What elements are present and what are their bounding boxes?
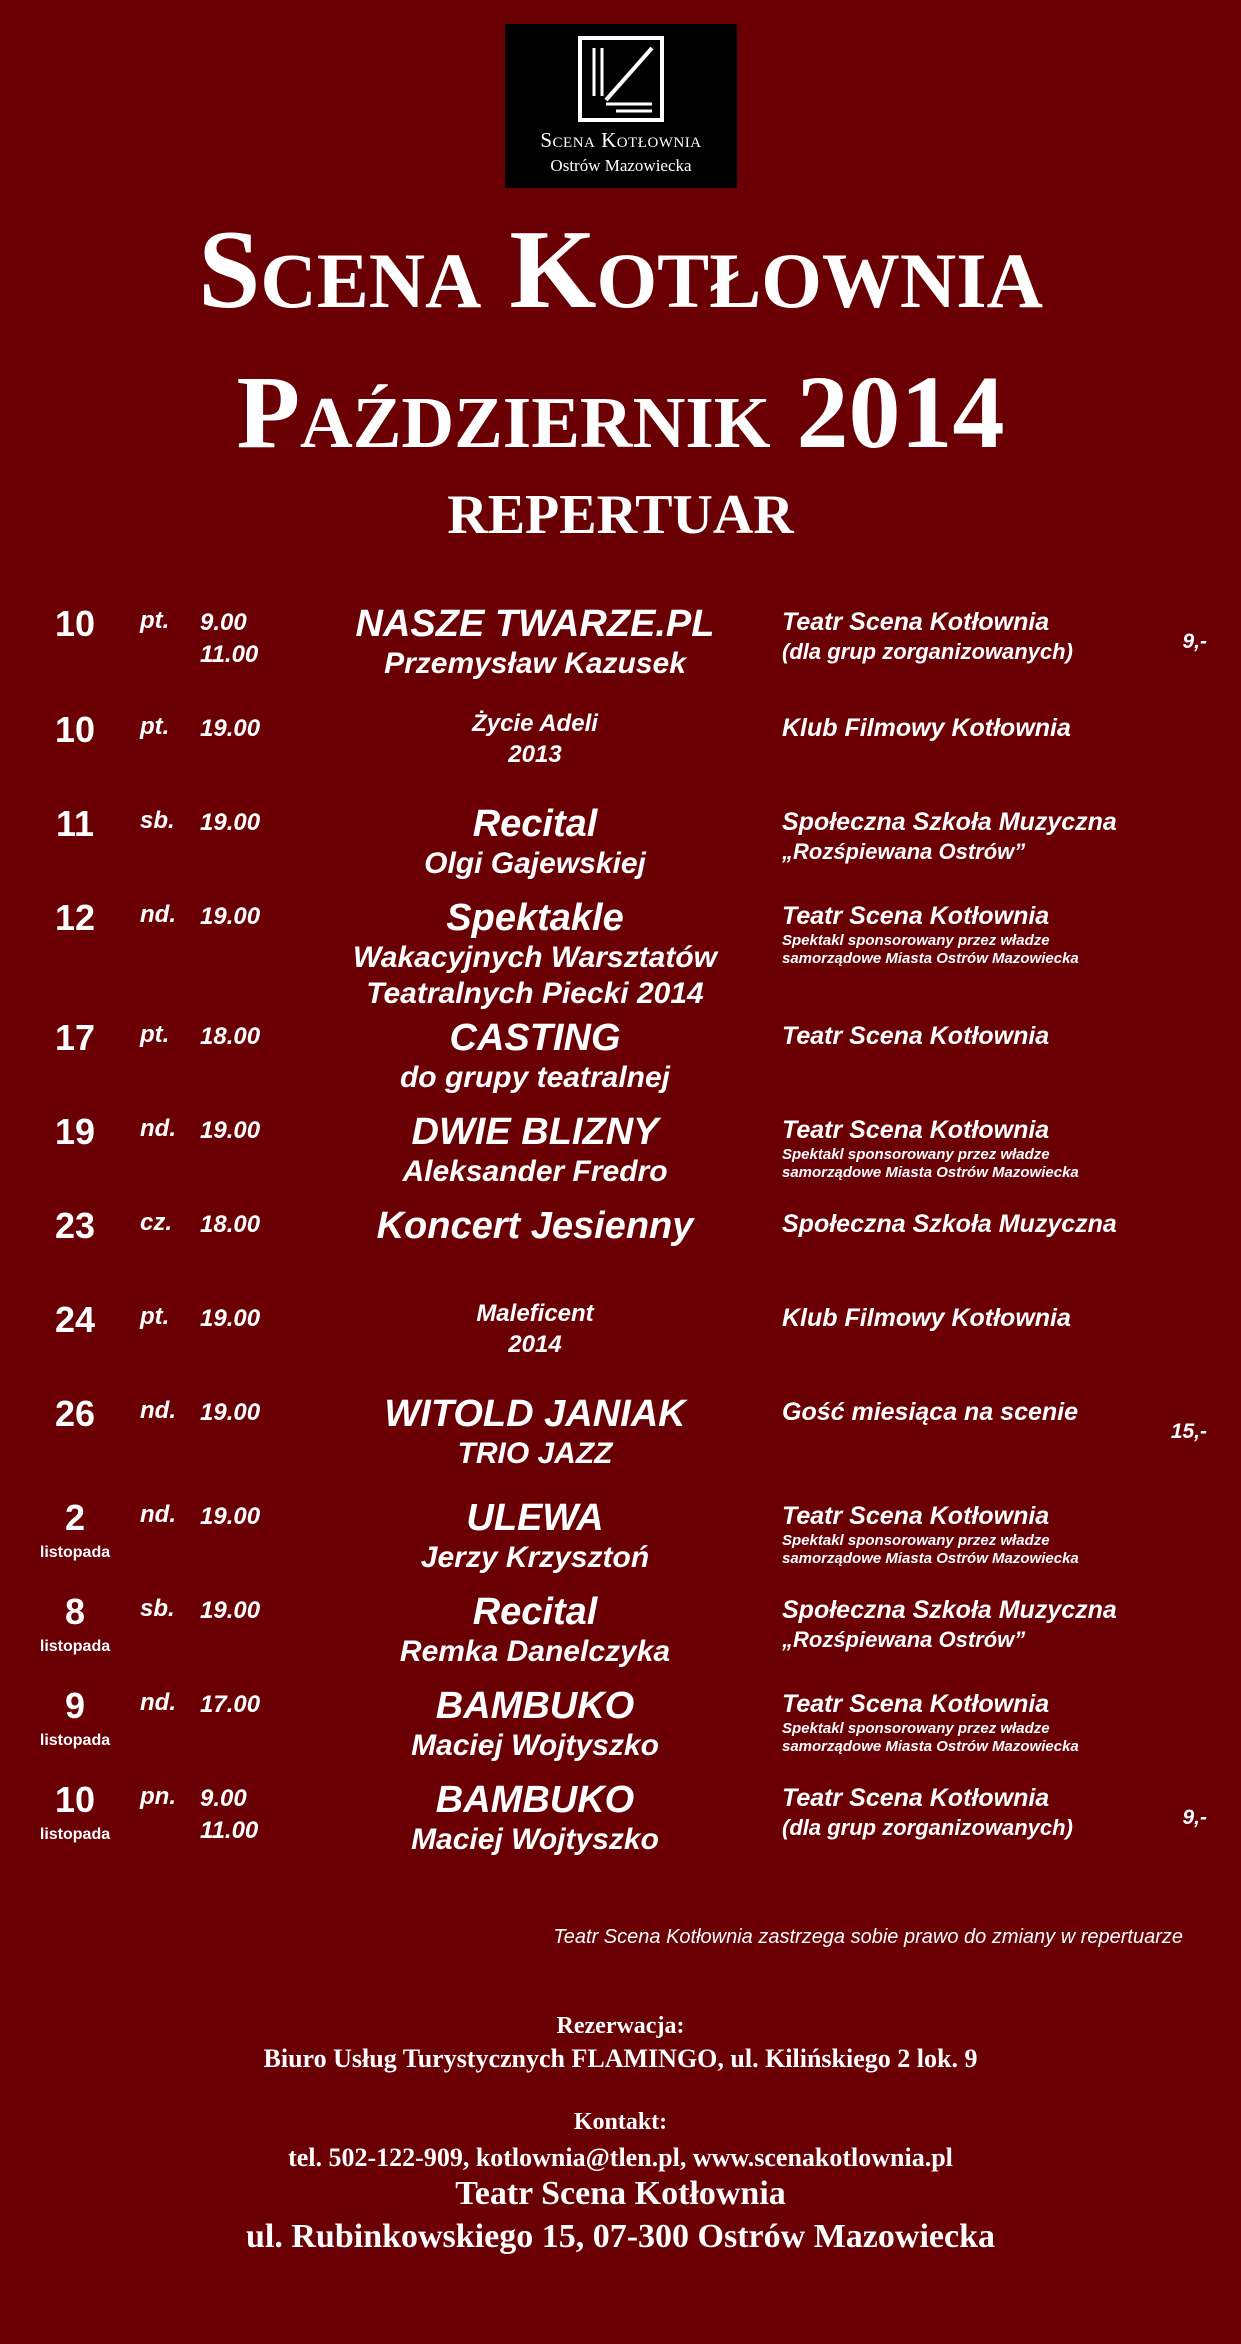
event-title: ULEWA: [466, 1497, 604, 1539]
event-row: [0, 896, 1241, 1010]
event-venue-block: [782, 1501, 1192, 1568]
page-subtitle-month: Październik 2014: [236, 355, 1005, 470]
event-venue: Gość miesiąca na scenie: [782, 1398, 1079, 1426]
event-time: [200, 901, 260, 933]
event-row: [0, 1204, 1241, 1294]
event-time: [200, 713, 260, 745]
event-time-1: 19.00: [200, 1503, 261, 1530]
event-weekday: pt.: [140, 1021, 170, 1048]
event-time: [200, 1115, 260, 1147]
event-time: [200, 1397, 260, 1429]
event-time: [200, 1501, 260, 1533]
event-month: listopada: [39, 1638, 111, 1655]
event-venue: Klub Filmowy Kotłownia: [782, 714, 1071, 742]
event-title: Życie Adeli: [472, 710, 598, 737]
event-day: 10: [54, 603, 96, 644]
event-venue-note: „Rozśpiewana Ostrów”: [782, 839, 1026, 864]
event-title: Spektakle: [446, 897, 624, 939]
event-subtitle-2: Teatralnych Piecki 2014: [366, 977, 704, 1010]
event-sponsor-note-2: samorządowe Miasta Ostrów Mazowiecka: [782, 950, 1079, 967]
logo: [505, 24, 737, 188]
event-day: 9: [64, 1685, 86, 1726]
event-weekday: pt.: [140, 607, 170, 634]
event-row: [0, 602, 1241, 692]
logo-city: Ostrów Mazowiecka: [550, 156, 692, 175]
event-time-1: 9.00: [200, 1785, 247, 1812]
event-venue-block: [782, 901, 1192, 968]
event-sponsor-note-2: samorządowe Miasta Ostrów Mazowiecka: [782, 1738, 1079, 1755]
event-title-block: [305, 1016, 765, 1096]
event-venue: Społeczna Szkoła Muzyczna: [782, 1596, 1117, 1624]
event-subtitle: TRIO JAZZ: [457, 1437, 613, 1470]
event-sponsor-note-2: samorządowe Miasta Ostrów Mazowiecka: [782, 1550, 1079, 1567]
event-weekday: nd.: [140, 901, 176, 928]
event-subtitle: Jerzy Krzysztoń: [420, 1541, 650, 1574]
event-title-block: [305, 1392, 765, 1472]
event-subtitle: 2013: [508, 741, 562, 768]
event-month: listopada: [39, 1544, 111, 1561]
event-row: [0, 1298, 1241, 1388]
event-venue: Teatr Scena Kotłownia: [782, 1690, 1050, 1718]
event-venue-note: (dla grup zorganizowanych): [782, 1815, 1073, 1840]
event-title-block: [305, 602, 765, 682]
event-title: Maleficent: [476, 1300, 594, 1327]
event-weekday: pt.: [140, 713, 170, 740]
event-sponsor-note-1: Spektakl sponsorowany przez władze: [782, 1720, 1050, 1737]
event-time-2: 11.00: [200, 641, 259, 668]
event-subtitle: 2014: [508, 1331, 562, 1358]
event-subtitle: Aleksander Fredro: [402, 1155, 668, 1188]
event-title-block: [305, 1684, 765, 1764]
event-title: WITOLD JANIAK: [384, 1393, 686, 1435]
event-day: 23: [54, 1205, 96, 1246]
event-row: [0, 708, 1241, 798]
event-price: 15,-: [1170, 1420, 1207, 1443]
event-weekday: nd.: [140, 1115, 176, 1142]
event-title: Koncert Jesienny: [376, 1205, 694, 1247]
event-venue: Teatr Scena Kotłownia: [782, 902, 1050, 930]
event-venue-note: „Rozśpiewana Ostrów”: [782, 1627, 1026, 1652]
event-venue-block: [782, 1115, 1192, 1182]
event-venue-block: [782, 607, 1192, 666]
event-title: DWIE BLIZNY: [411, 1111, 659, 1153]
event-month: listopada: [39, 1732, 111, 1749]
event-sponsor-note-1: Spektakl sponsorowany przez władze: [782, 1146, 1050, 1163]
event-venue: Społeczna Szkoła Muzyczna: [782, 808, 1117, 836]
event-weekday: nd.: [140, 1501, 176, 1528]
event-weekday: nd.: [140, 1689, 176, 1716]
event-venue-block: [782, 1397, 1192, 1428]
event-time-1: 19.00: [200, 1597, 261, 1624]
event-weekday: sb.: [140, 1595, 175, 1622]
reservation-label: Rezerwacja:: [556, 2013, 685, 2039]
event-venue-block: [782, 1021, 1192, 1052]
event-subtitle: do grupy teatralnej: [399, 1061, 671, 1094]
event-row: [0, 1110, 1241, 1200]
event-venue: Klub Filmowy Kotłownia: [782, 1304, 1071, 1332]
event-weekday: cz.: [140, 1209, 173, 1236]
event-venue-block: [782, 713, 1192, 744]
event-venue: Teatr Scena Kotłownia: [782, 1784, 1050, 1812]
event-day: 12: [54, 897, 96, 938]
event-weekday: sb.: [140, 807, 175, 834]
event-title: CASTING: [449, 1017, 621, 1059]
event-venue: Społeczna Szkoła Muzyczna: [782, 1210, 1117, 1238]
event-title-block: [305, 1204, 765, 1248]
event-time-1: 19.00: [200, 715, 261, 742]
event-sponsor-note-2: samorządowe Miasta Ostrów Mazowiecka: [782, 1164, 1079, 1181]
event-venue-block: [782, 807, 1192, 866]
event-title-block: [305, 1110, 765, 1190]
event-title: BAMBUKO: [435, 1779, 635, 1821]
event-time-1: 18.00: [200, 1023, 261, 1050]
event-venue: Teatr Scena Kotłownia: [782, 608, 1050, 636]
event-venue-block: [782, 1303, 1192, 1334]
event-subtitle: Remka Danelczyka: [399, 1635, 671, 1668]
organization-address: ul. Rubinkowskiego 15, 07-300 Ostrów Mazowiecka: [246, 2218, 995, 2255]
event-subtitle: Maciej Wojtyszko: [411, 1823, 659, 1856]
event-time: [200, 607, 258, 671]
event-month: listopada: [39, 1826, 111, 1843]
reservation-text: Biuro Usług Turystycznych FLAMINGO, ul. Kilińskiego 2 lok. 9: [263, 2044, 978, 2073]
event-venue-block: [782, 1689, 1192, 1756]
event-time: [200, 1783, 258, 1847]
event-day: 19: [54, 1111, 96, 1152]
contact-text: tel. 502-122-909, kotlownia@tlen.pl, www.scenakotlownia.pl: [288, 2143, 953, 2172]
event-subtitle: Wakacyjnych Warsztatów: [352, 941, 718, 974]
event-time-1: 19.00: [200, 1117, 261, 1144]
event-time-1: 9.00: [200, 609, 247, 636]
event-weekday: pn.: [140, 1783, 176, 1810]
event-day: 17: [54, 1017, 96, 1058]
event-row: [0, 1590, 1241, 1680]
event-weekday: pt.: [140, 1303, 170, 1330]
event-price: 9,-: [1182, 1806, 1207, 1829]
event-title-block: [305, 708, 765, 770]
event-subtitle: Przemysław Kazusek: [384, 647, 686, 680]
event-venue-block: [782, 1595, 1192, 1654]
event-day: 8: [64, 1591, 86, 1632]
event-day: 2: [64, 1497, 86, 1538]
event-title-block: [305, 1778, 765, 1858]
event-row: [0, 1392, 1241, 1482]
event-title: BAMBUKO: [435, 1685, 635, 1727]
event-time: [200, 1595, 260, 1627]
organization-name: Teatr Scena Kotłownia: [455, 2175, 786, 2212]
event-time-1: 17.00: [200, 1691, 261, 1718]
event-time-1: 19.00: [200, 1305, 261, 1332]
event-time-1: 19.00: [200, 809, 261, 836]
event-price: 9,-: [1182, 630, 1207, 653]
event-title-block: [305, 1496, 765, 1576]
event-title-block: [305, 1298, 765, 1360]
page-heading-repertoire: REPERTUAR: [447, 484, 794, 546]
page-title: Scena Kotłownia: [198, 208, 1043, 332]
event-time-2: 11.00: [200, 1817, 259, 1844]
event-day: 11: [55, 803, 95, 844]
event-day: 24: [54, 1299, 96, 1340]
event-venue-note: (dla grup zorganizowanych): [782, 639, 1073, 664]
event-subtitle: Maciej Wojtyszko: [411, 1729, 659, 1762]
logo-name: Scena Kotłownia: [540, 128, 702, 152]
event-venue-block: [782, 1783, 1192, 1842]
event-time: [200, 1303, 260, 1335]
event-time: [200, 807, 260, 839]
event-row: [0, 802, 1241, 892]
event-subtitle: Olgi Gajewskiej: [424, 847, 646, 880]
event-day: 10: [54, 709, 96, 750]
event-sponsor-note-1: Spektakl sponsorowany przez władze: [782, 932, 1050, 949]
event-venue: Teatr Scena Kotłownia: [782, 1502, 1050, 1530]
event-weekday: nd.: [140, 1397, 176, 1424]
event-title: Recital: [472, 803, 598, 845]
event-row: [0, 1778, 1241, 1868]
event-row: [0, 1016, 1241, 1106]
event-venue: Teatr Scena Kotłownia: [782, 1022, 1050, 1050]
event-time: [200, 1021, 260, 1053]
event-time-1: 19.00: [200, 903, 261, 930]
event-title-block: [305, 802, 765, 882]
event-sponsor-note-1: Spektakl sponsorowany przez władze: [782, 1532, 1050, 1549]
event-row: [0, 1496, 1241, 1586]
event-row: [0, 1684, 1241, 1774]
disclaimer: Teatr Scena Kotłownia zastrzega sobie prawo do zmiany w repertuarze: [553, 1926, 1183, 1948]
event-venue-block: [782, 1209, 1192, 1240]
event-day: 26: [54, 1393, 96, 1434]
event-venue: Teatr Scena Kotłownia: [782, 1116, 1050, 1144]
event-time-1: 18.00: [200, 1211, 261, 1238]
event-title-block: [305, 896, 765, 1012]
event-time-1: 19.00: [200, 1399, 261, 1426]
event-title: NASZE TWARZE.PL: [355, 603, 715, 645]
event-time: [200, 1689, 260, 1721]
event-time: [200, 1209, 260, 1241]
event-day: 10: [54, 1779, 96, 1820]
event-title: Recital: [472, 1591, 598, 1633]
contact-label: Kontakt:: [573, 2109, 668, 2135]
logo-mark-icon: [576, 34, 666, 124]
event-title-block: [305, 1590, 765, 1670]
